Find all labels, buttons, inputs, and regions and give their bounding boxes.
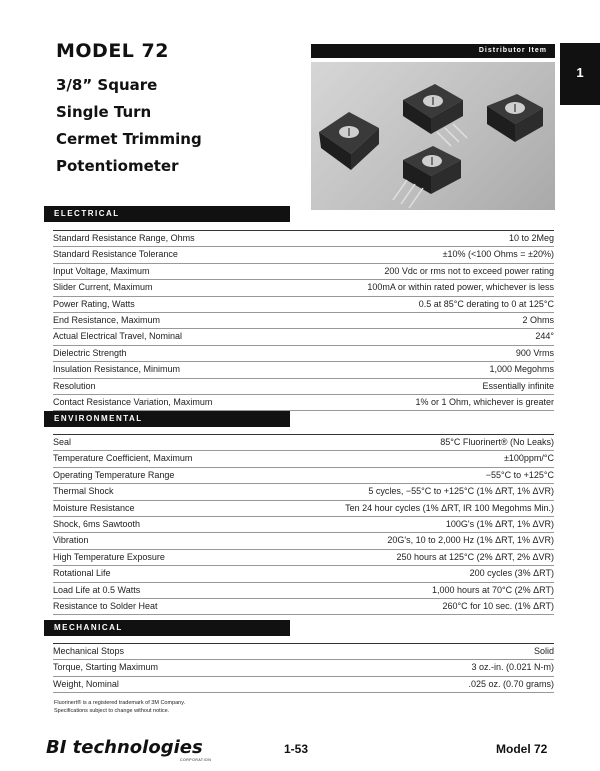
row-value: 200 Vdc or rms not to exceed power rating	[384, 265, 554, 276]
trimmer-component	[393, 146, 461, 208]
bi-technologies-logo: BI technologies	[46, 737, 203, 758]
row-value: ±10% (<100 Ohms = ±20%)	[442, 249, 554, 260]
table-row	[53, 280, 554, 296]
row-value: 20G's, 10 to 2,000 Hz (1% ΔRT, 1% ΔVR)	[387, 535, 554, 546]
table-row	[53, 599, 554, 615]
row-label: Torque, Starting Maximum	[53, 662, 159, 673]
table-row	[53, 517, 554, 533]
row-label: Load Life at 0.5 Watts	[53, 584, 141, 595]
table-row	[53, 435, 554, 451]
row-label: End Resistance, Maximum	[53, 314, 161, 325]
subtitle-line: Cermet Trimming	[56, 130, 202, 148]
footnotes	[54, 699, 185, 715]
row-value: 1,000 Megohms	[489, 364, 554, 375]
row-value: −55°C to +125°C	[485, 469, 554, 480]
table-row	[53, 550, 554, 566]
row-value: 1,000 hours at 70°C (2% ΔRT)	[431, 584, 554, 595]
mechanical-heading: MECHANICAL	[44, 620, 290, 636]
trademark-note: Fluorinert® is a registered trademark of 3M Company.	[54, 700, 186, 706]
trimmer-component	[319, 112, 379, 170]
page-number: 1-53	[284, 742, 309, 756]
table-row	[53, 583, 554, 599]
table-row	[53, 329, 554, 345]
row-label: Seal	[53, 437, 72, 447]
table-row	[53, 362, 554, 378]
row-value: 1% or 1 Ohm, whichever is greater	[415, 396, 554, 407]
table-row	[53, 533, 554, 549]
environmental-heading: ENVIRONMENTAL	[44, 411, 290, 427]
row-value: 244°	[535, 331, 554, 342]
distributor-item-bar: Distributor Item	[311, 44, 555, 58]
row-label: Contact Resistance Variation, Maximum	[53, 396, 213, 407]
electrical-table	[53, 230, 554, 411]
row-label: Resolution	[53, 380, 96, 391]
trimmer-component	[487, 94, 543, 142]
table-row	[53, 264, 554, 280]
row-value: 0.5 at 85°C derating to 0 at 125°C	[418, 298, 554, 309]
spec-change-note: Specifications subject to change without notice.	[54, 708, 170, 714]
table-row	[53, 346, 554, 362]
table-row	[53, 566, 554, 582]
product-photo	[311, 62, 555, 210]
model-title: MODEL 72	[56, 40, 169, 62]
row-value: 85°C Fluorinert® (No Leaks)	[440, 437, 554, 447]
row-label: Input Voltage, Maximum	[53, 265, 150, 276]
mechanical-table	[53, 643, 554, 693]
table-row	[53, 379, 554, 395]
row-label: Standard Resistance Tolerance	[53, 249, 178, 260]
potentiometer-photo-illustration	[311, 62, 555, 210]
row-value: 100mA or within rated power, whichever is less	[367, 282, 554, 293]
table-row	[53, 313, 554, 329]
subtitle-line: Potentiometer	[56, 157, 179, 175]
row-label: Weight, Nominal	[53, 678, 119, 689]
table-row	[53, 660, 554, 676]
row-value: 900 Vrms	[515, 347, 554, 358]
footer-model-name: Model 72	[496, 742, 548, 756]
table-row	[53, 677, 554, 693]
environmental-table	[53, 434, 554, 615]
row-label: Thermal Shock	[53, 486, 114, 497]
row-value: Essentially infinite	[482, 380, 554, 391]
row-label: Rotational Life	[53, 568, 111, 579]
row-value: 5 cycles, −55°C to +125°C (1% ΔRT, 1% ΔVR)	[368, 486, 554, 497]
title-block	[56, 40, 202, 180]
table-row	[53, 247, 554, 263]
row-label: Actual Electrical Travel, Nominal	[53, 331, 183, 342]
row-label: Standard Resistance Range, Ohms	[53, 233, 195, 243]
row-label: Insulation Resistance, Minimum	[53, 364, 181, 375]
row-label: Shock, 6ms Sawtooth	[53, 518, 141, 529]
row-value: 250 hours at 125°C (2% ΔRT, 2% ΔVR)	[396, 551, 554, 562]
row-label: Vibration	[53, 535, 89, 546]
table-row	[53, 231, 554, 247]
table-row	[53, 644, 554, 660]
row-label: Operating Temperature Range	[53, 469, 175, 480]
row-label: Dielectric Strength	[53, 347, 127, 358]
row-label: Moisture Resistance	[53, 502, 135, 513]
row-value: 100G's (1% ΔRT, 1% ΔVR)	[445, 518, 554, 529]
logo-corporation-text: CORPORATION	[180, 758, 212, 762]
row-label: Temperature Coefficient, Maximum	[53, 453, 193, 464]
row-value: 2 Ohms	[522, 314, 554, 325]
row-value: Ten 24 hour cycles (1% ΔRT, IR 100 Megohms Min.)	[345, 502, 554, 513]
row-label: Resistance to Solder Heat	[53, 600, 158, 611]
table-row	[53, 297, 554, 313]
electrical-heading: ELECTRICAL	[44, 206, 290, 222]
row-value: 260°C for 10 sec. (1% ΔRT)	[442, 600, 554, 611]
row-value: Solid	[533, 646, 554, 656]
row-label: Mechanical Stops	[53, 646, 125, 656]
row-label: Power Rating, Watts	[53, 298, 135, 309]
row-value: ±100ppm/°C	[503, 453, 554, 464]
table-row	[53, 484, 554, 500]
table-row	[53, 468, 554, 484]
subtitle-line: 3/8” Square	[56, 76, 158, 94]
table-row	[53, 451, 554, 467]
row-label: High Temperature Exposure	[53, 551, 165, 562]
row-value: 3 oz.-in. (0.021 N-m)	[471, 662, 554, 673]
subtitle-line: Single Turn	[56, 103, 152, 121]
trimmer-component	[403, 84, 467, 146]
row-value: 10 to 2Meg	[508, 233, 554, 243]
row-value: .025 oz. (0.70 grams)	[468, 678, 554, 689]
table-row	[53, 501, 554, 517]
row-label: Slider Current, Maximum	[53, 282, 153, 293]
table-row	[53, 395, 554, 411]
section-tab: 1	[560, 43, 600, 105]
row-value: 200 cycles (3% ΔRT)	[469, 568, 554, 579]
